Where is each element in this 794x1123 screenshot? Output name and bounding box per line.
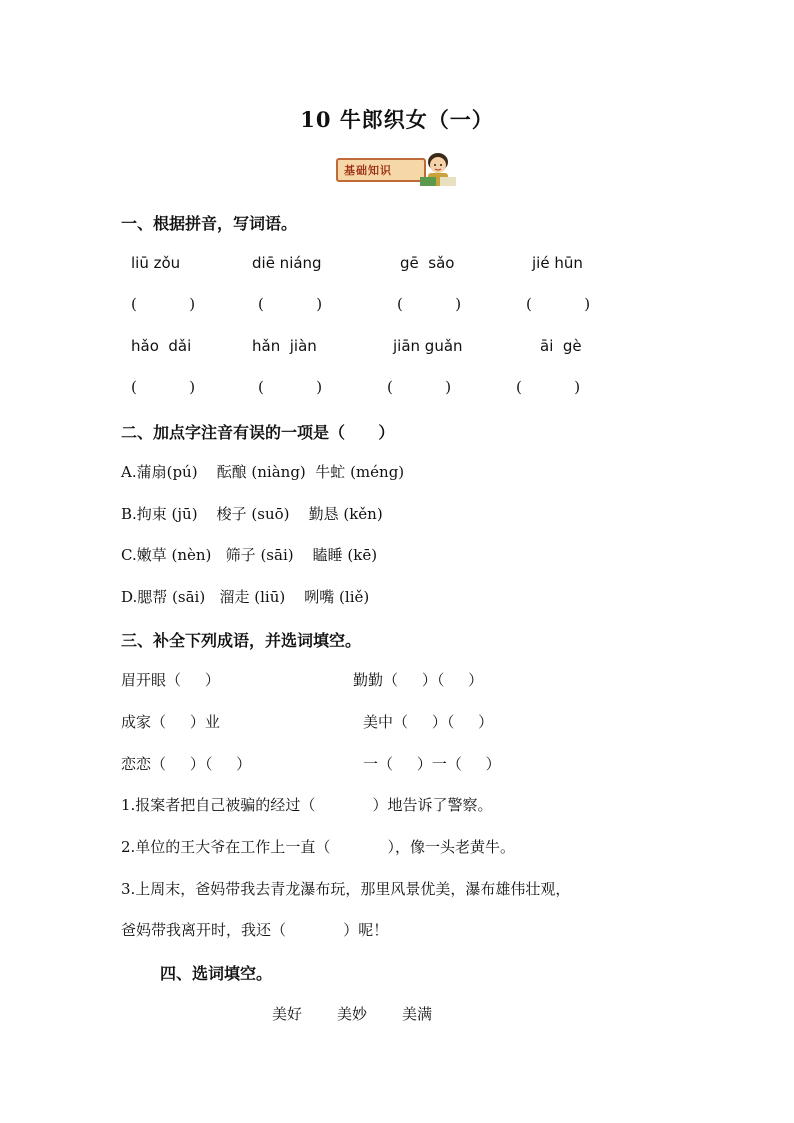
reading-child-icon [416,150,460,188]
pinyin-item: diē niáng [252,254,322,272]
option-a[interactable]: A.蒲扇(pú) 酝酿 (niàng) 牛虻 (méng) [121,463,405,481]
answer-blank[interactable]: ( ) [258,378,323,396]
idiom-item[interactable]: 美中（ ）（ ） [363,713,494,731]
answer-blank[interactable]: ( ) [387,378,452,396]
badge-banner [336,158,426,182]
section3-heading: 三、补全下列成语，并选词填空。 [121,631,362,650]
basic-knowledge-badge [336,150,460,188]
pinyin-item: gē sǎo [400,254,455,272]
fill-sentence[interactable]: 1.报案者把自己被骗的经过（ ）地告诉了警察。 [121,796,493,814]
pinyin-item: liū zǒu [131,254,181,272]
word-choice: 美妙 [337,1005,368,1023]
fill-sentence[interactable]: 2.单位的王大爷在工作上一直（ ），像一头老黄牛。 [121,838,516,856]
badge-label: 基础知识 [344,164,392,177]
answer-blank[interactable]: ( ) [131,378,196,396]
idiom-item[interactable]: 恋恋（ ）（ ） [121,755,252,773]
fill-sentence[interactable]: 爸妈带我离开时，我还（ ）呢！ [121,921,389,939]
idiom-item[interactable]: 一（ ）一（ ） [363,755,501,773]
option-b[interactable]: B.拘束 (jū) 梭子 (suō) 勤恳 (kěn) [121,505,383,523]
section4-heading: 四、选词填空。 [160,964,273,983]
option-c[interactable]: C.嫩草 (nèn) 筛子 (sāi) 瞌睡 (kē) [121,546,378,564]
idiom-item[interactable]: 成家（ ）业 [121,713,220,731]
pinyin-item: jié hūn [532,254,583,272]
answer-blank[interactable]: ( ) [258,295,323,313]
section2-heading: 二、加点字注音有误的一项是（ ） [121,423,395,442]
answer-blank[interactable]: ( ) [526,295,591,313]
answer-blank[interactable]: ( ) [131,295,196,313]
idiom-item[interactable]: 勤勤（ ）（ ） [353,671,484,689]
section1-heading: 一、根据拼音，写词语。 [121,214,298,233]
word-choice: 美好 [272,1005,303,1023]
pinyin-item: hǎo dǎi [131,337,192,355]
answer-blank[interactable]: ( ) [516,378,581,396]
word-choice: 美满 [402,1005,433,1023]
page-title: 10 牛郎织女（一） [300,107,494,132]
pinyin-item: āi gè [540,337,582,355]
answer-blank[interactable]: ( ) [397,295,462,313]
option-d[interactable]: D.腮帮 (sāi) 溜走 (liū) 咧嘴 (liě) [121,588,370,606]
idiom-item[interactable]: 眉开眼（ ） [121,671,220,689]
pinyin-item: jiān guǎn [393,337,463,355]
fill-sentence: 3.上周末，爸妈带我去青龙瀑布玩，那里风景优美，瀑布雄伟壮观， [121,880,571,898]
pinyin-item: hǎn jiàn [252,337,317,355]
